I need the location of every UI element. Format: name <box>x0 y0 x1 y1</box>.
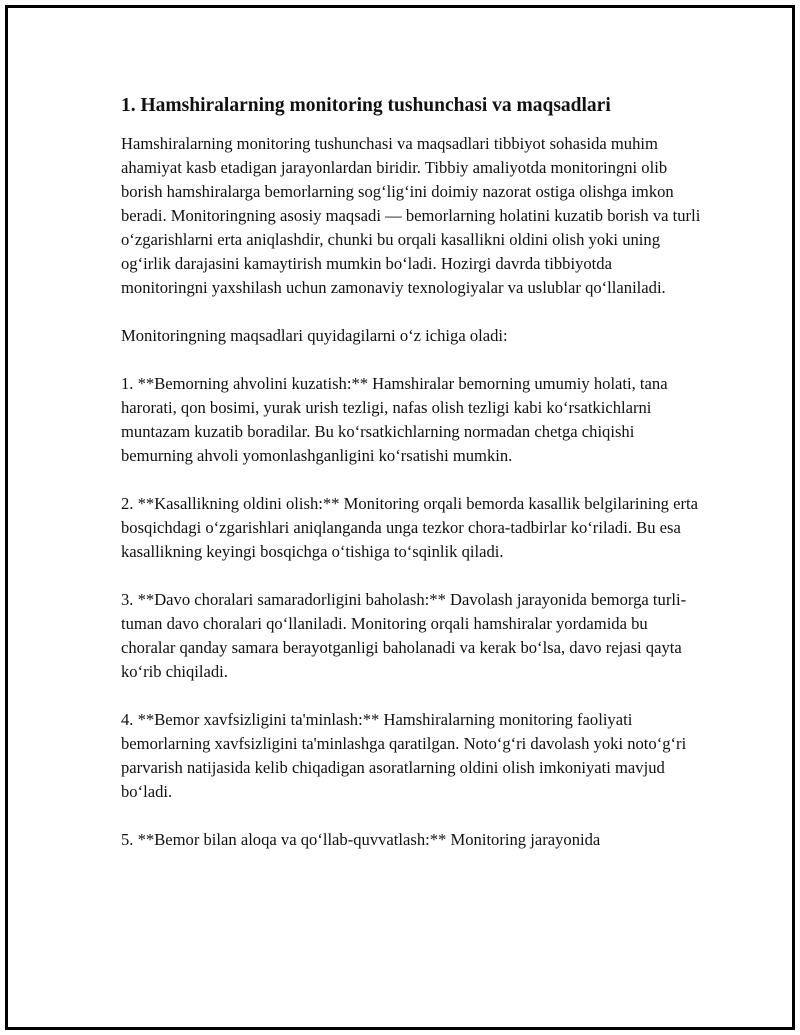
document-body <box>121 94 701 852</box>
goal-item-3: 3. **Davo choralari samaradorligini baholash:** Davolash jarayonida bemorga turli-tuman davo choralari qo‘llaniladi. Monitoring orqali hamshiralar yordamida bu choralar qanday samara berayotganligi baholanadi va kerak bo‘lsa, davo rejasi qayta ko‘rib chiqiladi. <box>121 590 687 681</box>
goals-lead-paragraph: Monitoringning maqsadlari quyidagilarni o‘z ichiga oladi: <box>121 326 508 345</box>
goal-item-5: 5. **Bemor bilan aloqa va qo‘llab-quvvatlash:** Monitoring jarayonida <box>121 830 601 849</box>
section-heading: 1. Hamshiralarning monitoring tushunchasi va maqsadlari <box>121 95 611 116</box>
document-page <box>5 5 795 1030</box>
intro-paragraph: Hamshiralarning monitoring tushunchasi va maqsadlari tibbiyot sohasida muhim ahamiyat kasb etadigan jarayonlardan biridir. Tibbiy amaliyotda monitoringni olib borish hamshiralarga bemorlarning sog‘lig‘ini doimiy nazorat ostiga olishga imkon beradi. Monitoringning asosiy maqsadi — bemorlarning holatini kuzatib borish va turli o‘zgarishlarni erta aniqlashdir, chunki bu orqali kasallikni oldini olish yoki uning og‘irlik darajasini kamaytirish mumkin bo‘ladi. Hozirgi davrda tibbiyotda monitoringni yaxshilash uchun zamonaviy texnologiyalar va uslublar qo‘llaniladi. <box>121 134 701 297</box>
goal-item-4: 4. **Bemor xavfsizligini ta'minlash:** Hamshiralarning monitoring faoliyati bemorlarning xavfsizligini ta'minlashga qaratilgan. Noto‘g‘ri davolash yoki noto‘g‘ri parvarish natijasida kelib chiqadigan asoratlarning oldini olish imkoniyati mavjud bo‘ladi. <box>121 710 687 801</box>
goal-item-1: 1. **Bemorning ahvolini kuzatish:** Hamshiralar bemorning umumiy holati, tana harorati, qon bosimi, yurak urish tezligi, nafas olish tezligi kabi ko‘rsatkichlarni muntazam kuzatib boradilar. Bu ko‘rsatkichlarning normadan chetga chiqishi bemurning ahvoli yomonlashganligini ko‘rsatishi mumkin. <box>121 374 668 465</box>
goal-item-2: 2. **Kasallikning oldini olish:** Monitoring orqali bemorda kasallik belgilarining erta bosqichdagi o‘zgarishlari aniqlanganda unga tezkor chora-tadbirlar ko‘riladi. Bu esa kasallikning keyingi bosqichga o‘tishiga to‘sqinlik qiladi. <box>121 494 698 561</box>
